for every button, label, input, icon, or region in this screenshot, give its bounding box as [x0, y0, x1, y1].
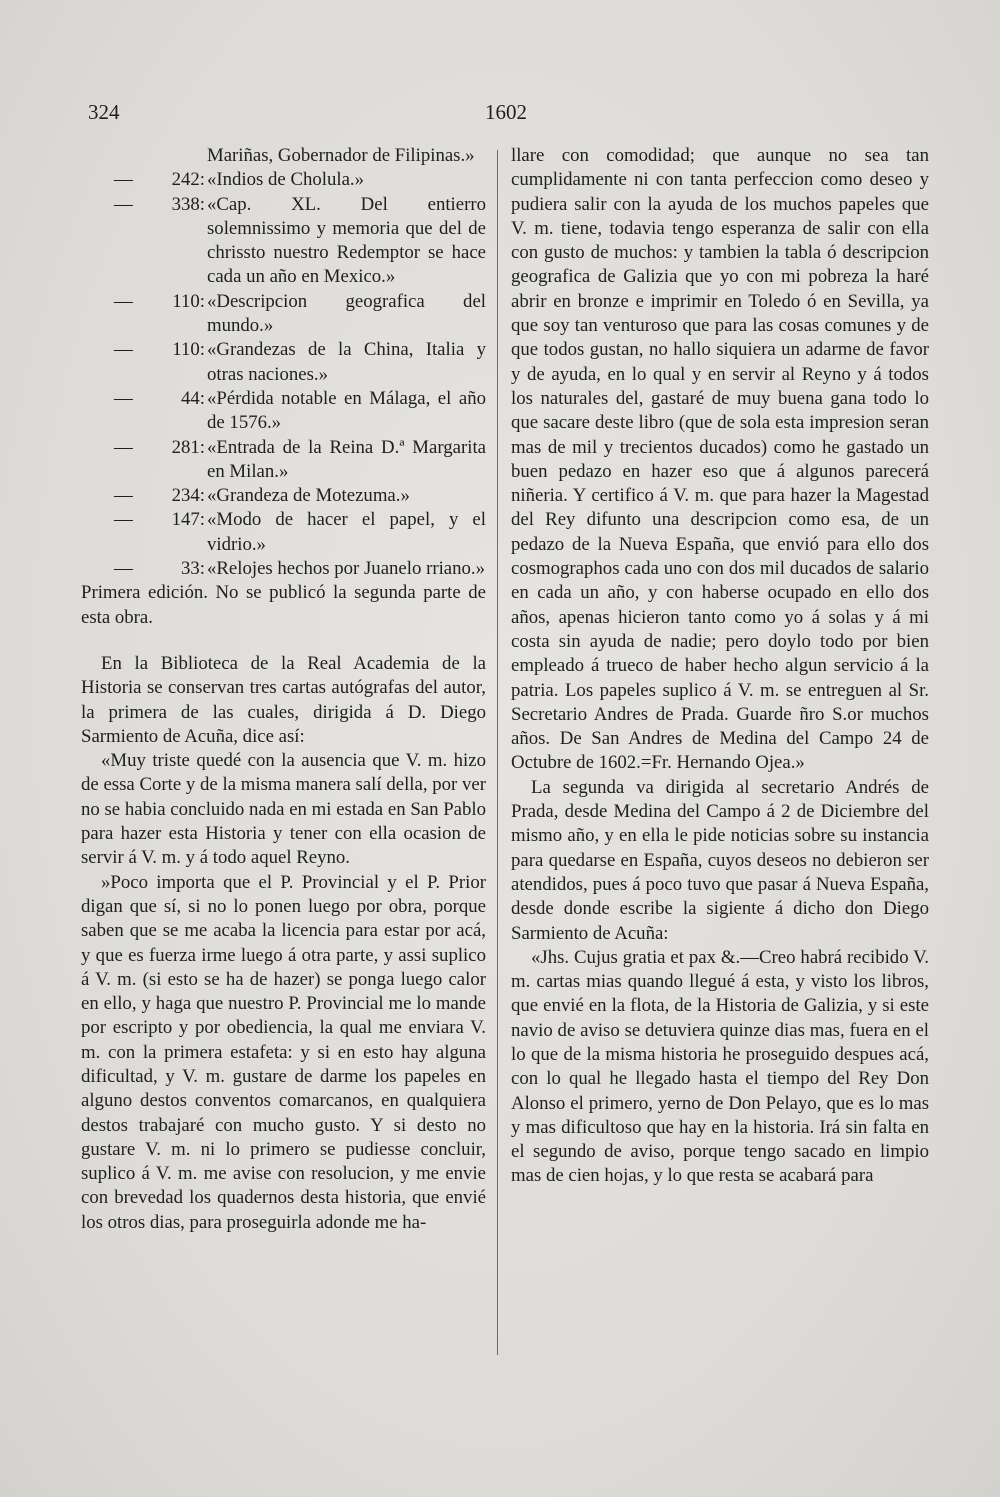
entry-number: 147:: [171, 509, 205, 531]
index-entry: [81, 436, 486, 485]
paragraph: «Jhs. Cujus gratia et pax &.—Creo habrá recibido V. m. cartas mias quando llegué á esta, y visto los libros, que envié en la flota, de la Historia de Galizia, y si este navio de aviso se detuviera quinze dias mas, fuera en el lo que de la misma historia he proseguido despues acá, con lo qual he llegado hasta el tiempo del Rey Don Alonso el primero, yerno de Don Pelayo, que es lo mas y mas dificultoso que hay en la historia. Irá sin falta en el segundo de aviso, porque tengo sacado en limpio mas de cien hojas, y lo que resta se acabará para: [511, 946, 929, 1187]
left-column: [81, 144, 486, 1235]
index-entry: [81, 338, 486, 387]
entry-dash: —: [114, 387, 133, 409]
entry-text: «Pérdida notable en Málaga, el año de 1576.»: [207, 387, 486, 434]
page-number: 324: [88, 100, 120, 124]
entry-dash: —: [114, 339, 133, 361]
index-entry: [81, 290, 486, 339]
entry-number: 110:: [172, 339, 205, 361]
entry-continuation: Mariñas, Gobernador de Filipinas.»: [207, 145, 475, 166]
entry-text: «Cap. XL. Del entierro solemnissimo y memoria que del de chrissto nuestro Redemptor se hace cada un año en Mexico.»: [207, 193, 486, 288]
page-header: [88, 100, 920, 130]
paragraph: llare con comodidad; que aunque no sea tan cumplidamente ni con tanta perfeccion como deseo y pudiera salir con la ayuda de los muchos papeles que V. m. tiene, todavia tengo esperanza de salir con ella con gusto de muchos: y tambien la tabla ó descripcion geografica de Galizia que yo con mi pobreza la haré abrir en bronze e imprimir en Toledo ó en Sevilla, ya que soy tan venturoso que para las cosas comunes y de que todos gustan, no hallo siquiera un adarme de favor y de ayuda, en lo qual y en servir al Reyno y á todos los naturales del, gastaré de muy buena gana todo lo que sacare deste libro (que de sola esta impresion seran mas de mil y trecientos ducados) como he gastado un buen pedazo en hazer eso que á algunos parecerá niñeria. Y certifico á V. m. que para hazer la Magestad del Rey difunto una descripcion como esa, de un pedazo de la Nueva España, que envió para ello dos cosmographos cada uno con dos mil ducados de salario en cada un año, y con haberse ocupado en ello dos años, apenas hicieron tanto como yo á solas y á mi costa sin ayuda de nadie; pero doylo todo por bien empleado á trueco de haber hecho algun servicio á la patria. Los papeles suplico á V. m. se entreguen al Sr. Secretario Andres de Prada. Guarde ñro S.or muchos años. De San Andres de Medina del Campo 24 de Octubre de 1602.=Fr. Hernando Ojea.»: [511, 145, 929, 774]
entry-dash: —: [114, 193, 133, 215]
entry-dash: —: [114, 558, 133, 580]
entry-number: 110:: [172, 290, 205, 312]
entry-text: «Descripcion geografica del mundo.»: [207, 290, 486, 337]
index-entry: [81, 193, 486, 290]
entry-text: «Entrada de la Reina D.ª Margarita en Milan.»: [207, 436, 486, 482]
entry-text: «Indios de Cholula.»: [207, 169, 365, 191]
entry-dash: —: [114, 290, 133, 312]
entry-number: 338:: [171, 193, 205, 215]
paragraph: »Poco importa que el P. Provincial y el P. Prior digan que sí, si no lo ponen luego por obra, porque saben que se me acaba la licencia para estar por acá, y que es fuerza irme luego á otra parte, y assi suplico á V. m. (si esto se ha de hazer) se ponga luego calor en ello, y haga que nuestro P. Provincial me lo mande por escripto y por obediencia, la qual me enviara V. m. con la primera estafeta: y si en esto hay alguna dificultad, y V. m. gustare de darme los papeles en alguno destos conventos comarcanos, en qualquiera destos trabajaré con mucho gusto. Y si desto no gustare V. m. ni lo primero se pudiesse concluir, suplico á V. m. me avise con resolucion, y me envie con brevedad los quadernos desta historia, que envié los otros dias, para proseguirla adonde me ha-: [81, 871, 486, 1233]
paragraph: «Muy triste quedé con la ausencia que V. m. hizo de essa Corte y de la misma manera salí della, por ver no se habia concluido nada en mi estada en San Pablo para hazer esta Historia y tener con ella ocasion de servir á V. m. y á todo aquel Reyno.: [81, 750, 486, 869]
index-entry: [81, 168, 486, 192]
entry-number: 234:: [171, 485, 205, 507]
entry-number: 281:: [171, 436, 205, 458]
entry-number: 33:: [181, 558, 205, 580]
index-entry: [81, 508, 486, 557]
entry-text: «Grandeza de Motezuma.»: [207, 485, 410, 507]
index-entry: [81, 387, 486, 436]
edition-note: Primera edición. No se publicó la segunda parte de esta obra.: [81, 582, 486, 628]
entry-number: 242:: [171, 169, 205, 191]
right-column: [511, 144, 929, 1189]
entry-text: «Modo de hacer el papel, y el vidrio.»: [207, 509, 486, 555]
entry-dash: —: [114, 509, 133, 531]
entry-number: 44:: [181, 387, 205, 409]
entry-dash: —: [114, 485, 133, 507]
entry-text: «Grandezas de la China, Italia y otras naciones.»: [207, 339, 486, 385]
paragraph: En la Biblioteca de la Real Academia de la Historia se conservan tres cartas autógrafas del autor, la primera de las cuales, dirigida á D. Diego Sarmiento de Acuña, dice así:: [81, 652, 486, 747]
entry-text: «Relojes hechos por Juanelo rriano.»: [207, 558, 485, 580]
paragraph: La segunda va dirigida al secretario Andrés de Prada, desde Medina del Campo á 2 de Diciembre del mismo año, y en ella le pide noticias sobre su instancia para quedarse en España, cuyos deseos no debieron ser atendidos, pues á poco tuvo que pasar á Nueva España, desde donde escribe la sigiente á dicho don Diego Sarmiento de Acuña:: [511, 776, 929, 944]
entry-dash: —: [114, 169, 133, 191]
index-entry: [81, 484, 486, 508]
running-head-year: 1602: [485, 100, 527, 124]
column-divider: [497, 150, 498, 1355]
index-entry: [81, 557, 486, 581]
entry-dash: —: [114, 436, 133, 458]
